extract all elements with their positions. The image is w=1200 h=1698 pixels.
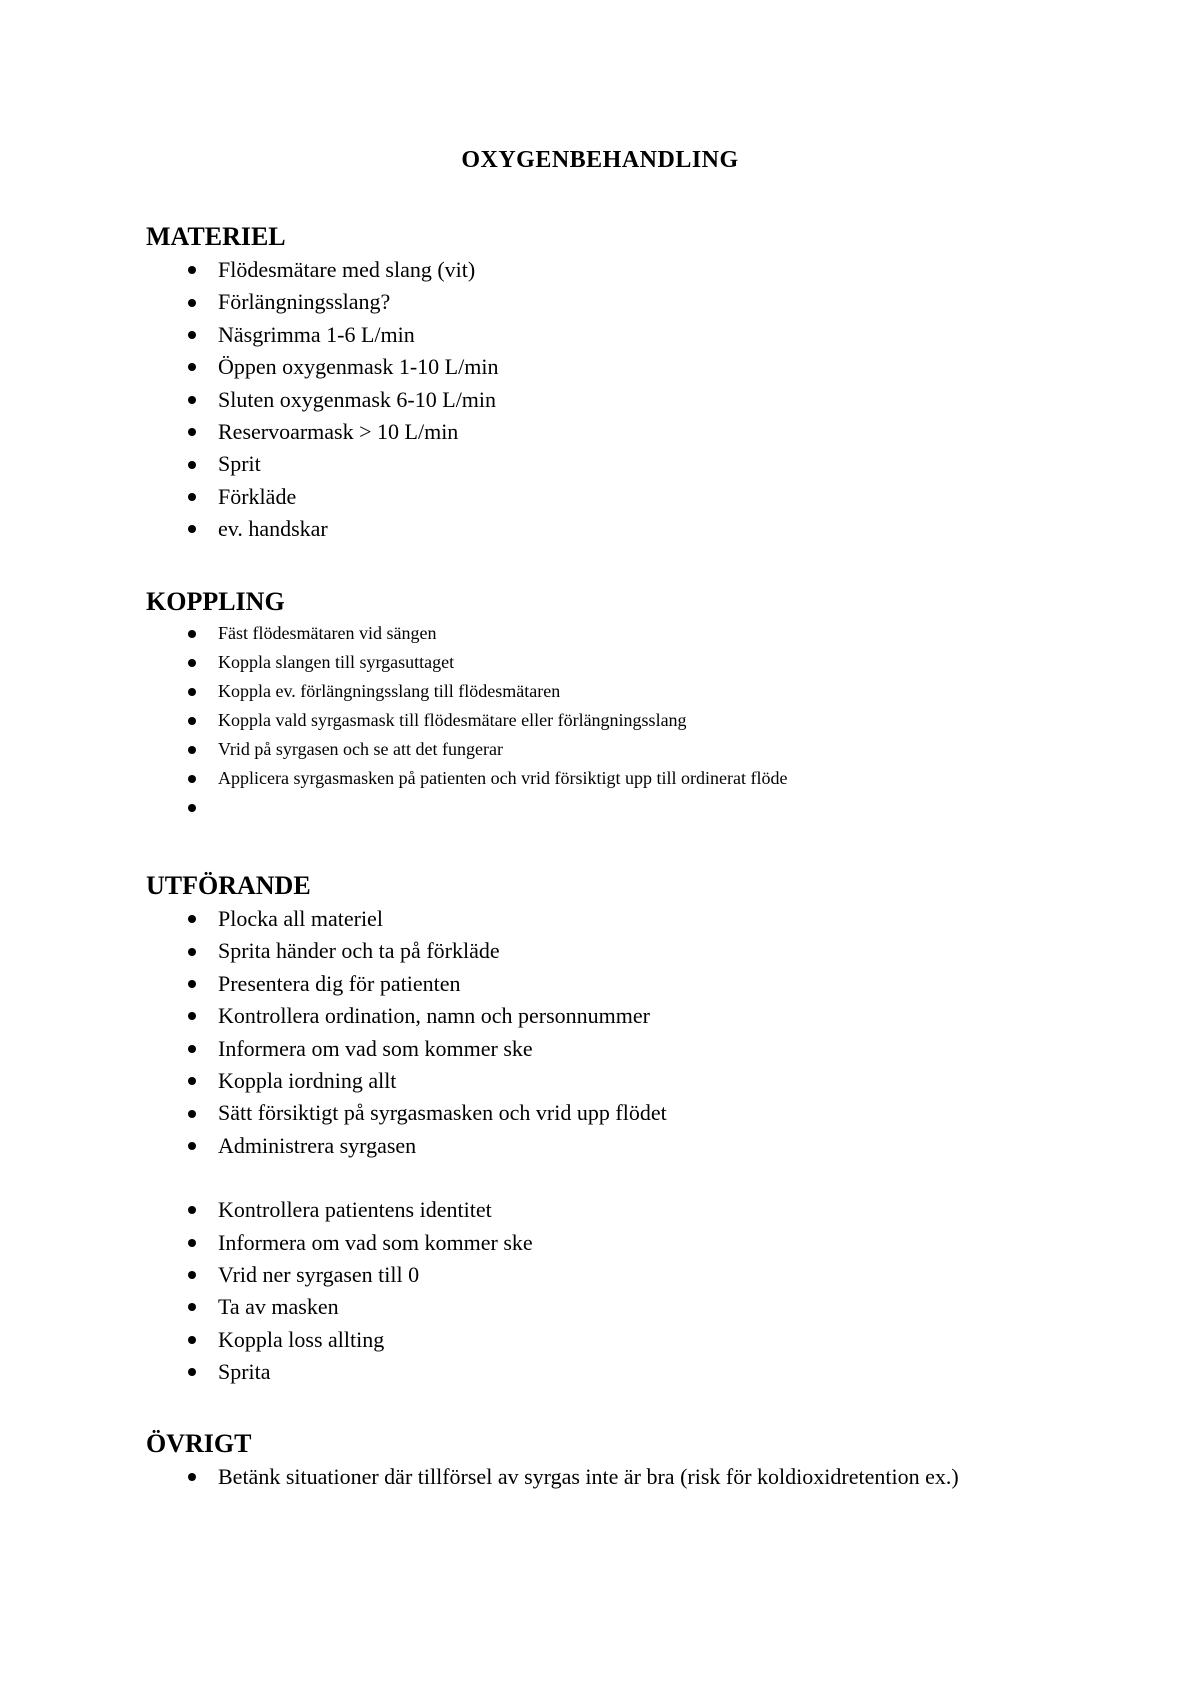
section-koppling [146,585,1146,822]
section-ovrigt [146,1427,1146,1493]
list-item: Kontrollera patientens identitet [146,1194,1146,1226]
list-item: Applicera syrgasmasken på patienten och vrid försiktigt upp till ordinerat flöde [146,764,1146,793]
list-item: Presentera dig för patienten [146,968,1146,1000]
list-item: Vrid på syrgasen och se att det fungerar [146,735,1146,764]
section-materiel [146,220,1146,546]
list-spacer [146,1162,1146,1194]
document-title: OXYGENBEHANDLING [461,147,739,173]
list-item [146,793,1146,822]
list-item: Informera om vad som kommer ske [146,1033,1146,1065]
list-item: Förkläde [146,481,1146,513]
list-item: Sprita händer och ta på förkläde [146,935,1146,967]
bullet-icon [188,299,196,307]
bullet-icon [188,1368,196,1376]
bullet-icon [188,363,196,371]
bullet-icon [188,525,196,533]
bullet-icon [188,948,196,956]
bullet-icon [188,915,196,923]
bullet-icon [188,688,196,696]
bullet-icon [188,804,196,812]
bullet-icon [188,775,196,783]
ovrigt-list [146,1461,1146,1493]
list-item: Öppen oxygenmask 1-10 L/min [146,351,1146,383]
list-item: Sprita [146,1356,1146,1388]
list-item: Fäst flödesmätaren vid sängen [146,619,1146,648]
list-item: Näsgrimma 1-6 L/min [146,319,1146,351]
list-item: Koppla iordning allt [146,1065,1146,1097]
bullet-icon [188,1271,196,1279]
bullet-icon [188,1012,196,1020]
bullet-icon [188,630,196,638]
bullet-icon [188,1303,196,1311]
list-item: ev. handskar [146,513,1146,545]
bullet-icon [188,1336,196,1344]
section-heading-koppling: KOPPLING [146,587,285,616]
bullet-icon [188,717,196,725]
bullet-icon [188,746,196,754]
bullet-icon [188,980,196,988]
list-item: Betänk situationer där tillförsel av syrgas inte är bra (risk för koldioxidretention ex.) [146,1461,1146,1493]
bullet-icon [188,493,196,501]
utforande-list-part1 [146,903,1146,1162]
list-item: Kontrollera ordination, namn och personnummer [146,1000,1146,1032]
list-item: Koppla loss allting [146,1324,1146,1356]
materiel-list [146,254,1146,546]
list-item: Sprit [146,448,1146,480]
bullet-icon [188,396,196,404]
section-utforande [146,869,1146,1388]
list-item: Plocka all materiel [146,903,1146,935]
bullet-icon [188,1077,196,1085]
list-item: Sätt försiktigt på syrgasmasken och vrid upp flödet [146,1097,1146,1129]
bullet-icon [188,1473,196,1481]
utforande-list-part2 [146,1194,1146,1388]
bullet-icon [188,1206,196,1214]
bullet-icon [188,1142,196,1150]
koppling-list [146,619,1146,822]
section-heading-materiel: MATERIEL [146,222,286,251]
list-item: Koppla slangen till syrgasuttaget [146,648,1146,677]
bullet-icon [188,1239,196,1247]
list-item: Förlängningsslang? [146,286,1146,318]
list-item: Vrid ner syrgasen till 0 [146,1259,1146,1291]
bullet-icon [188,1110,196,1118]
bullet-icon [188,461,196,469]
bullet-icon [188,659,196,667]
section-heading-utforande: UTFÖRANDE [146,871,311,900]
list-item: Koppla ev. förlängningsslang till flödesmätaren [146,677,1146,706]
list-item: Flödesmätare med slang (vit) [146,254,1146,286]
list-item: Ta av masken [146,1291,1146,1323]
list-item: Informera om vad som kommer ske [146,1227,1146,1259]
list-item: Koppla vald syrgasmask till flödesmätare eller förlängningsslang [146,706,1146,735]
section-heading-ovrigt: ÖVRIGT [146,1429,252,1458]
bullet-icon [188,1045,196,1053]
list-item: Reservoarmask > 10 L/min [146,416,1146,448]
bullet-icon [188,331,196,339]
bullet-icon [188,428,196,436]
bullet-icon [188,266,196,274]
list-item: Sluten oxygenmask 6-10 L/min [146,384,1146,416]
list-item: Administrera syrgasen [146,1130,1146,1162]
